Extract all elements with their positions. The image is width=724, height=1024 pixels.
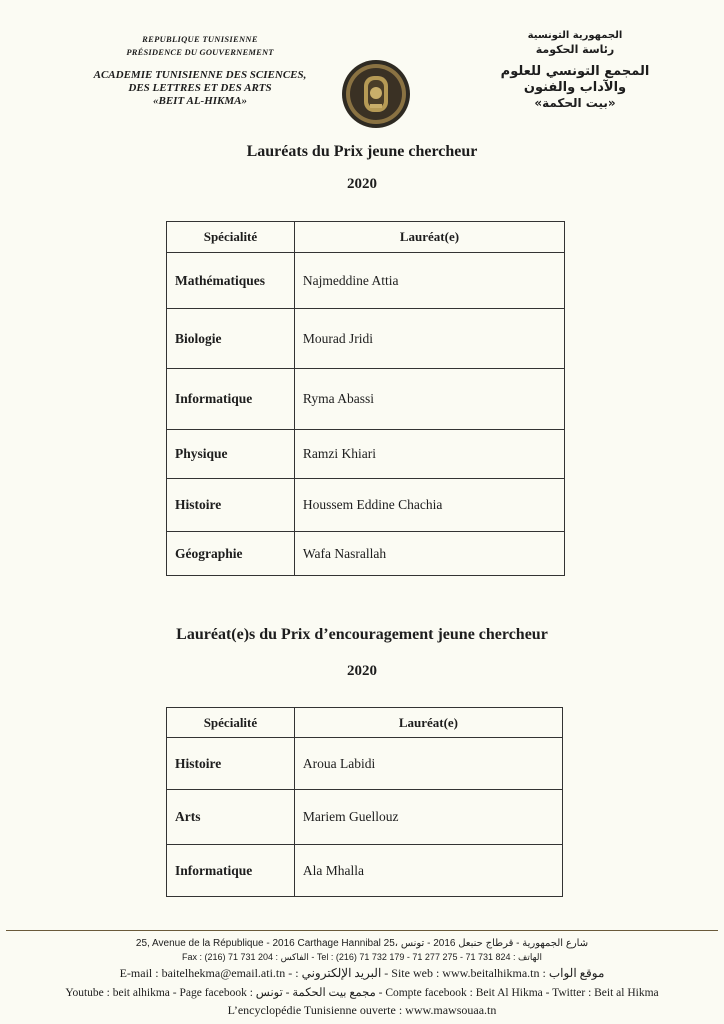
academy-name-line1: ACADEMIE TUNISIENNE DES SCIENCES, <box>93 69 307 81</box>
table-row <box>167 845 563 897</box>
laureate-cell: Mourad Jridi <box>294 309 564 369</box>
table-row <box>167 532 565 576</box>
section1-year: 2020 <box>347 176 377 192</box>
column-header-specialty: Spécialité <box>167 222 295 253</box>
specialty-cell: Histoire <box>167 479 295 532</box>
presidency-label: PRÉSIDENCE DU GOUVERNEMENT <box>126 47 274 57</box>
table-row <box>167 253 565 309</box>
column-header-laureate: Lauréat(e) <box>294 222 564 253</box>
academy-name-line2: DES LETTRES ET DES ARTS <box>128 82 272 94</box>
specialty-cell: Informatique <box>167 369 295 430</box>
academy-name-ar-line2: والآداب والفنون <box>523 80 627 95</box>
column-header-laureate: Lauréat(e) <box>294 708 562 738</box>
footer-social: Youtube : beit alhikma - Page facebook : مجمع بيت الحكمة - تونس - Compte facebook : Beit Al Hikma - Twitter : Beit al Hikma <box>65 987 659 999</box>
academy-name-ar-line1: المجمع التونسي للعلوم <box>500 64 650 79</box>
footer-email: E-mail : baitelhekma@email.ati.tn - : البريد الإلكتروني - Site web : www.beitalhikma.tn : موقع الواب <box>119 966 605 980</box>
table-row <box>167 790 563 845</box>
table-header-row <box>167 222 565 253</box>
laureate-cell: Aroua Labidi <box>294 738 562 790</box>
table-header-row <box>167 708 563 738</box>
specialty-cell: Physique <box>167 430 295 479</box>
specialty-cell: Histoire <box>167 738 295 790</box>
section1-title: Lauréats du Prix jeune chercheur <box>246 143 478 160</box>
footer-phone: Fax : (216) 71 731 204 : الفاكس - Tel : (216) 71 732 179 - 71 277 275 - 71 731 824 : الهاتف <box>182 952 542 962</box>
table-row <box>167 369 565 430</box>
table-row <box>167 738 563 790</box>
presidency-label-ar: رئاسة الحكومة <box>535 43 615 56</box>
laureate-cell: Ryma Abassi <box>294 369 564 430</box>
republic-label-ar: الجمهورية التونسية <box>527 30 623 41</box>
header-right-block <box>470 30 680 110</box>
laureate-cell: Houssem Eddine Chachia <box>294 479 564 532</box>
section2-table <box>166 707 563 897</box>
laureate-cell: Ramzi Khiari <box>294 430 564 479</box>
footer-address: 25, Avenue de la République - 2016 Carthage Hannibal 25، شارع الجمهورية - قرطاج حنبعل 2016 - تونس <box>135 938 589 949</box>
section1-table <box>166 221 565 576</box>
republic-label: REPUBLIQUE TUNISIENNE <box>142 34 258 44</box>
table-row <box>167 309 565 369</box>
specialty-cell: Géographie <box>167 532 295 576</box>
table-row <box>167 430 565 479</box>
column-header-specialty: Spécialité <box>167 708 295 738</box>
specialty-cell: Mathématiques <box>167 253 295 309</box>
laureate-cell: Najmeddine Attia <box>294 253 564 309</box>
specialty-cell: Biologie <box>167 309 295 369</box>
section2-year: 2020 <box>347 663 377 679</box>
specialty-cell: Arts <box>167 790 295 845</box>
table-row <box>167 479 565 532</box>
laureate-cell: Mariem Guellouz <box>294 790 562 845</box>
footer-divider <box>6 930 718 931</box>
laureate-cell: Ala Mhalla <box>294 845 562 897</box>
laureate-cell: Wafa Nasrallah <box>294 532 564 576</box>
academy-name-line3: «BEIT AL-HIKMA» <box>152 95 248 107</box>
specialty-cell: Informatique <box>167 845 295 897</box>
header-left-block <box>60 34 340 107</box>
academy-name-ar-line3: «بيت الحكمة» <box>534 96 616 110</box>
academy-seal-icon <box>340 58 412 130</box>
footer-encyclopedia: L’encyclopédie Tunisienne ouverte : www.mawsouaa.tn <box>227 1003 497 1017</box>
section2-title: Lauréat(e)s du Prix d’encouragement jeune chercheur <box>176 626 548 643</box>
